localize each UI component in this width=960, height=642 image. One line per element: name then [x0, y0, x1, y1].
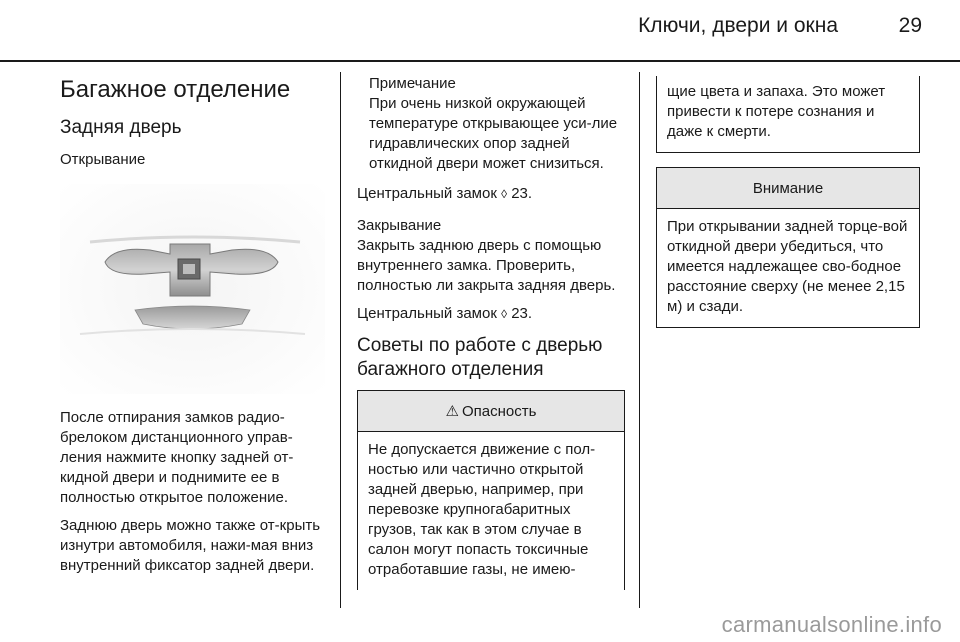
caution-text: При открывании задней торце-вой откидной двери убедиться, что имеется надлежащее сво-бодное расстояние сверху (не менее 2,15 м) и сзади. — [667, 218, 908, 315]
danger-box-continued — [656, 76, 920, 153]
column-3 — [656, 76, 920, 328]
danger-text: Не допускается движение с пол-ностью или частично открытой задней дверью, например, при перевозке крупногабаритных грузов, так как в этом случае в салон могут попасть токсичные отработавшие газы, не имею- — [368, 441, 596, 578]
warning-triangle-icon: ⚠ — [445, 403, 459, 420]
opening-paragraph-2: Заднюю дверь можно также от-крыть изнутри автомобиля, нажи-мая вниз внутренний фиксатор задней двери. — [60, 517, 321, 574]
note-title: Примечание — [369, 75, 456, 92]
central-lock-reference-2[interactable]: Центральный замок ◊ 23. — [357, 305, 533, 322]
caution-box — [656, 167, 920, 328]
reference-arrow-icon: ◊ — [501, 187, 508, 201]
header-rule — [0, 60, 960, 62]
danger-title: Опасность — [462, 402, 537, 420]
closing-heading: Закрывание — [357, 217, 442, 234]
section-title: Багажное отделение — [60, 76, 291, 103]
reference-arrow-icon: ◊ — [501, 307, 508, 321]
caution-title: Внимание — [752, 179, 824, 197]
page-header-title: Ключи, двери и окна — [638, 14, 838, 37]
danger-text-continued: щие цвета и запаха. Это может привести к потере сознания и даже к смерти. — [667, 83, 886, 140]
caution-box-header — [657, 168, 919, 209]
note-block — [357, 74, 625, 174]
note-text: При очень низкой окружающей температуре открывающее уси-лие гидравлических опор задней откидной двери может снизиться. — [369, 95, 618, 172]
opening-heading: Открывание — [60, 151, 146, 168]
column-2 — [357, 74, 625, 590]
opening-paragraph-1: После отпирания замков радио-брелоком дистанционного управ-ления нажмите кнопку задней от-кидной двери и поднимите ее в полностью открытое положение. — [60, 409, 294, 506]
tips-heading: Советы по работе с дверью багажного отделения — [357, 335, 603, 380]
column-divider-1 — [340, 72, 341, 608]
column-1 — [60, 74, 325, 584]
danger-box — [357, 390, 625, 590]
watermark: carmanualsonline.info — [721, 612, 942, 637]
central-lock-reference-1[interactable]: Центральный замок ◊ 23. — [357, 185, 533, 202]
tailgate-handle-illustration — [60, 184, 325, 394]
subsection-title: Задняя дверь — [60, 117, 182, 138]
column-divider-2 — [639, 72, 640, 608]
page-number: 29 — [898, 14, 922, 37]
closing-text: Закрыть заднюю дверь с помощью внутреннего замка. Проверить, полностью ли закрыта задняя дверь. — [357, 237, 616, 294]
danger-box-header — [358, 391, 624, 432]
